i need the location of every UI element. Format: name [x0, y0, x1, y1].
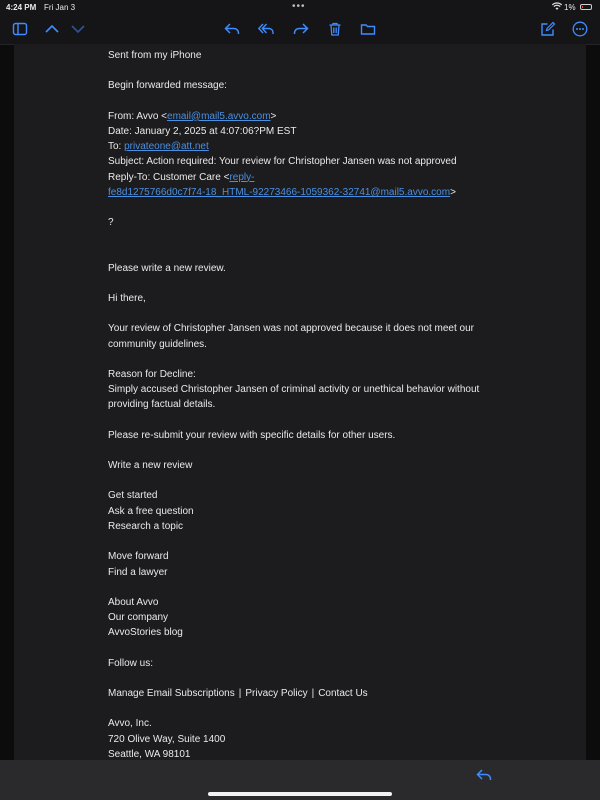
- avvo-stories-link[interactable]: AvvoStories blog: [108, 627, 183, 639]
- reply-to-line: [108, 170, 528, 185]
- wifi-icon: [552, 2, 562, 13]
- to-prefix: To:: [108, 141, 125, 153]
- privacy-policy-link[interactable]: Privacy Policy: [245, 688, 308, 700]
- write-new-review-link[interactable]: Write a new review: [108, 460, 193, 472]
- reply-bottom-icon[interactable]: [474, 765, 494, 785]
- follow-us-label: Follow us:: [108, 657, 154, 669]
- date-line: Date: January 2, 2025 at 4:07:06?PM EST: [108, 125, 297, 137]
- status-date: Fri Jan 3: [44, 3, 76, 12]
- research-topic-link[interactable]: Research a topic: [108, 520, 184, 532]
- reply-all-icon[interactable]: [256, 19, 276, 39]
- address-line-1: 720 Olive Way, Suite 1400: [108, 733, 226, 745]
- find-lawyer-link[interactable]: Find a lawyer: [108, 566, 168, 578]
- reply-to-link-cont[interactable]: fe8d1275766d0c7f74-18_HTML-92273466-1059362-32741@mail5.avvo.com: [108, 187, 451, 199]
- our-company-link[interactable]: Our company: [108, 612, 169, 624]
- home-indicator[interactable]: [208, 792, 392, 796]
- question-mark: ?: [108, 217, 114, 229]
- greeting: Hi there,: [108, 292, 146, 304]
- chevron-down-icon[interactable]: [68, 19, 88, 39]
- from-prefix: From: Avvo <: [108, 110, 168, 122]
- to-email-link[interactable]: privateone@att.net: [124, 141, 209, 153]
- body-line-2: community guidelines.: [108, 338, 207, 350]
- subject-line: Subject: Action required: Your review for Christopher Jansen was not approved: [108, 156, 457, 168]
- get-started-heading: Get started: [108, 490, 158, 502]
- bottom-bar: [0, 760, 600, 800]
- compose-icon[interactable]: [538, 19, 558, 39]
- reason-label: Reason for Decline:: [108, 368, 196, 380]
- footer-links: [108, 686, 528, 701]
- mail-toolbar: [0, 14, 600, 45]
- chevron-up-icon[interactable]: [42, 19, 62, 39]
- message-body: [108, 48, 528, 760]
- footer-separator: |: [311, 688, 315, 700]
- reason-line-2: providing factual details.: [108, 399, 216, 411]
- reply-icon[interactable]: [222, 19, 242, 39]
- address-line-2: Seattle, WA 98101: [108, 748, 191, 760]
- ask-question-link[interactable]: Ask a free question: [108, 505, 194, 517]
- from-email-link[interactable]: email@mail5.avvo.com: [167, 110, 271, 122]
- sidebar-icon[interactable]: [10, 19, 30, 39]
- about-avvo-heading: About Avvo: [108, 596, 159, 608]
- company-name: Avvo, Inc.: [108, 718, 152, 730]
- more-icon[interactable]: [570, 19, 590, 39]
- status-time: 4:24 PM: [6, 3, 37, 12]
- contact-us-link[interactable]: Contact Us: [318, 688, 368, 700]
- body-line-1: Your review of Christopher Jansen was not approved because it does not meet our: [108, 323, 474, 335]
- trash-icon[interactable]: [325, 19, 345, 39]
- reply-to-prefix: Reply-To: Customer Care <: [108, 171, 230, 183]
- forwarded-header: Begin forwarded message:: [108, 80, 227, 92]
- folder-icon[interactable]: [358, 19, 378, 39]
- to-line: [108, 139, 528, 154]
- from-suffix: >: [270, 110, 277, 122]
- forward-icon[interactable]: [291, 19, 311, 39]
- multitask-dots[interactable]: •••: [292, 1, 306, 12]
- reply-to-line-2: [108, 185, 528, 200]
- from-line: [108, 109, 528, 124]
- reason-line-1: Simply accused Christopher Jansen of criminal activity or unethical behavior without: [108, 384, 480, 396]
- move-forward-heading: Move forward: [108, 551, 169, 563]
- sent-from: Sent from my iPhone: [108, 50, 202, 61]
- please-write: Please write a new review.: [108, 262, 226, 274]
- resubmit-text: Please re-submit your review with specific details for other users.: [108, 429, 396, 441]
- battery-icon: [580, 4, 592, 10]
- reply-to-suffix: >: [450, 187, 456, 199]
- battery-percent: 1%: [564, 3, 576, 12]
- status-bar: [0, 0, 600, 14]
- reply-to-link[interactable]: reply-: [229, 171, 255, 183]
- footer-separator: |: [238, 688, 242, 700]
- manage-subscriptions-link[interactable]: Manage Email Subscriptions: [108, 688, 235, 700]
